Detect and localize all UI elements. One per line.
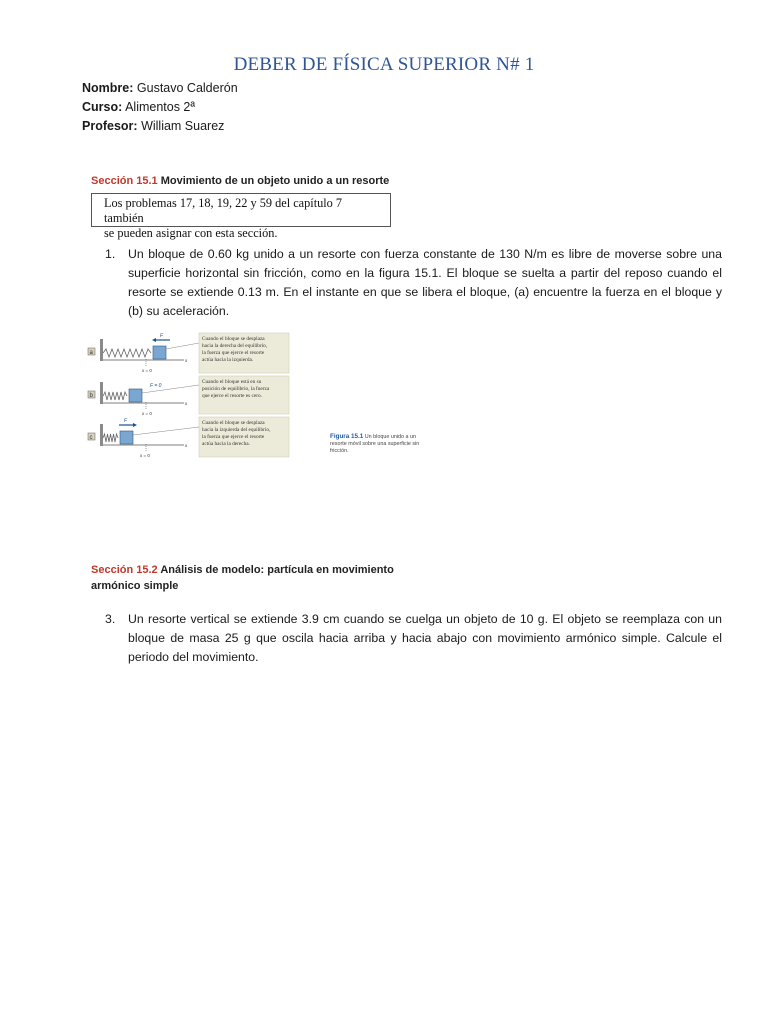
block [129, 389, 142, 402]
figure-label: Figura 15.1 [330, 433, 364, 440]
spring-compressed [103, 434, 118, 442]
course-label: Curso: [82, 100, 123, 114]
spring-relaxed [103, 392, 127, 400]
force-label: F [160, 333, 164, 339]
panel-caption-line: Cuando el bloque se desplaza [202, 420, 265, 426]
force-label: F [124, 418, 128, 424]
box-line-1: Los problemas 17, 18, 19, 22 y 59 del capítulo 7 también [104, 196, 343, 225]
panel-label-b: b [89, 393, 93, 399]
problem-text: Un resorte vertical se extiende 3.9 cm cuando se cuelga un objeto de 10 g. El objeto se reemplaza con un bloque de masa 25 g que oscila hacia arriba y hacia abajo con movimiento armónico simple. Calcule el periodo del movimiento. [128, 612, 722, 664]
x-axis-label: x [185, 358, 188, 363]
x-zero-label: x = 0 [142, 411, 152, 416]
panel-caption-line: la fuerza que ejerce el resorte [202, 434, 265, 440]
panel-caption-line: posición de equilibrio, la fuerza [202, 386, 270, 392]
section-15-2-heading [91, 562, 394, 594]
force-zero-label: F = 0 [150, 383, 162, 389]
teacher-name: William Suarez [141, 119, 225, 133]
panel-caption-line: Cuando el bloque está en su [202, 379, 262, 385]
student-name: Gustavo Calderón [136, 81, 238, 95]
section-title-line-2: armónico simple [91, 580, 179, 592]
problem-number: 1. [105, 247, 116, 261]
panel-caption-line: actúa hacia la derecha. [202, 441, 250, 447]
x-zero-label: x = 0 [142, 368, 152, 373]
course-line [82, 98, 195, 117]
panel-caption-line: la fuerza que ejerce el resorte [202, 350, 265, 356]
wall [100, 339, 103, 361]
wall [100, 382, 103, 404]
x-zero-label: x = 0 [140, 453, 150, 458]
teacher-label: Profesor: [82, 119, 138, 133]
assigned-problems-box [91, 193, 391, 240]
panel-caption-line: actúa hacia la izquierda. [202, 357, 254, 363]
problem-1 [105, 245, 722, 321]
problem-text: Un bloque de 0.60 kg unido a un resorte con fuerza constante de 130 N/m es libre de moverse sobre una superficie horizontal sin fricción, como en la figura 15.1. El bloque se suelta a partir del reposo cuando el resorte se extiende 0.13 m. En el instante en que se libera el bloque, (a) encuentre la fuerza en el bloque y (b) su aceleración. [128, 247, 722, 318]
document-title: DEBER DE FÍSICA SUPERIOR N# 1 [233, 54, 535, 75]
name-label: Nombre: [82, 81, 134, 95]
panel-label-a: a [89, 350, 93, 356]
panel-label-c: c [89, 435, 93, 441]
spring-stretched [103, 349, 151, 357]
panel-caption-line: Cuando el bloque se desplaza [202, 336, 265, 342]
force-arrowhead [152, 338, 156, 342]
block [120, 431, 133, 444]
section-15-1-heading [91, 175, 389, 187]
problem-number: 3. [105, 612, 116, 626]
section-title-line-1: Análisis de modelo: partícula en movimiento [160, 564, 394, 576]
figure-caption [330, 433, 426, 455]
x-axis-label: x [185, 443, 188, 448]
box-line-2: se pueden asignar con esta sección. [104, 226, 278, 240]
section-title: Movimiento de un objeto unido a un resorte [160, 175, 390, 187]
section-number: Sección 15.1 [91, 175, 158, 187]
x-axis-label: x [185, 401, 188, 406]
section-number: Sección 15.2 [91, 564, 158, 576]
teacher-line [82, 117, 224, 136]
wall [100, 424, 103, 446]
course-value: Alimentos 2ª [125, 100, 196, 114]
panel-caption-line: que ejerce el resorte es cero. [202, 393, 262, 399]
force-arrowhead [133, 423, 137, 427]
problem-3 [105, 610, 722, 667]
figure-caption-text: Un bloque unido a un resorte móvil sobre una superficie sin fricción. [330, 434, 420, 454]
block [153, 346, 166, 359]
panel-caption-line: hacia la derecha del equilibrio, [202, 343, 268, 349]
student-name-line [82, 79, 238, 98]
panel-caption-line: hacia la izquierda del equilibrio, [202, 427, 271, 433]
